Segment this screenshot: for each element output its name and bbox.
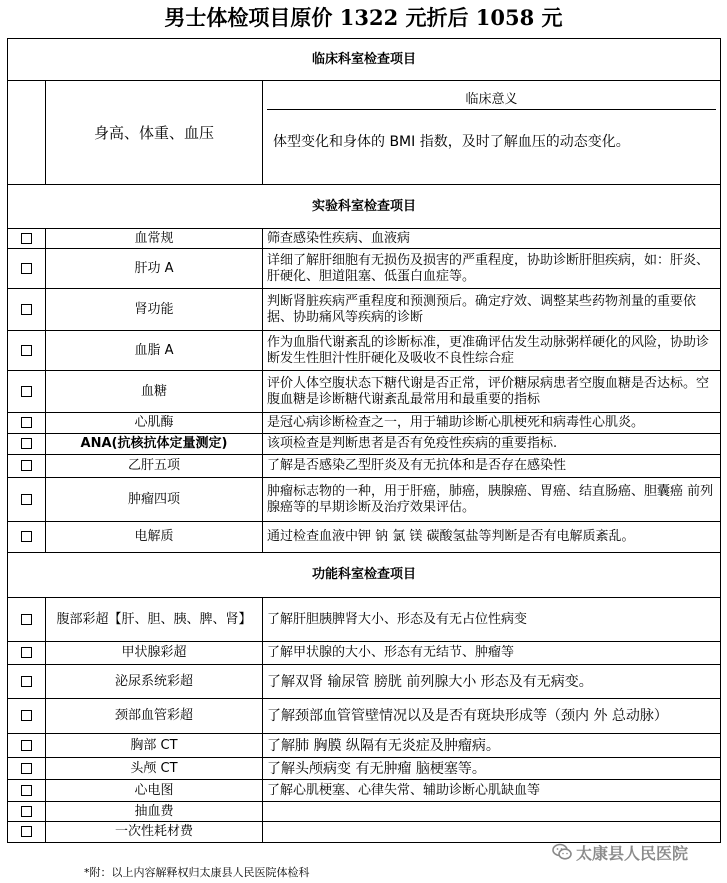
item-desc: 了解颈部血管管壁情况以及是否有斑块形成等（颈内 外 总动脉） xyxy=(263,699,721,734)
table-row xyxy=(8,734,721,758)
item-desc: 了解双肾 输尿管 膀胱 前列腺大小 形态及有无病变。 xyxy=(263,665,721,699)
checkbox-icon[interactable] xyxy=(21,740,32,751)
table-row xyxy=(8,780,721,802)
item-name: 胸部 CT xyxy=(46,734,263,758)
table-row xyxy=(8,331,721,371)
checkbox-icon[interactable] xyxy=(21,763,32,774)
item-desc: 评价人体空腹状态下糖代谢是否正常，评价糖尿病患者空腹血糖是否达标。空腹血糖是诊断糖代谢紊乱最常用和最重要的指标 xyxy=(263,371,721,413)
item-name: 头颅 CT xyxy=(46,758,263,780)
item-desc: 了解肺 胸膜 纵隔有无炎症及肿瘤病。 xyxy=(263,734,721,758)
table-row xyxy=(8,758,721,780)
checkbox-cell-empty xyxy=(8,81,46,185)
item-name: ANA(抗核抗体定量测定) xyxy=(46,434,263,455)
clinical-cell xyxy=(263,81,721,185)
item-name: 肿瘤四项 xyxy=(46,478,263,522)
item-name: 电解质 xyxy=(46,522,263,553)
wechat-icon xyxy=(552,843,572,861)
item-name: 泌尿系统彩超 xyxy=(46,665,263,699)
section-header-lab xyxy=(8,185,721,229)
item-name: 抽血费 xyxy=(46,802,263,822)
item-name: 血糖 xyxy=(46,371,263,413)
item-name: 心电图 xyxy=(46,780,263,802)
checkbox-icon[interactable] xyxy=(21,806,32,817)
table-row xyxy=(8,371,721,413)
table-row xyxy=(8,413,721,434)
checkbox-icon[interactable] xyxy=(21,647,32,658)
table-row xyxy=(8,229,721,249)
item-name: 血常规 xyxy=(46,229,263,249)
item-desc: 了解甲状腺的大小、形态有无结节、肿瘤等 xyxy=(263,642,721,665)
checkbox-icon[interactable] xyxy=(21,233,32,244)
table-row xyxy=(8,802,721,822)
checkbox-icon[interactable] xyxy=(21,676,32,687)
table-row xyxy=(8,289,721,331)
checkbox-icon[interactable] xyxy=(21,785,32,796)
clinical-row xyxy=(8,81,721,185)
item-name: 一次性耗材费 xyxy=(46,822,263,843)
item-desc: 该项检查是判断患者是否有免疫性疾病的重要指标. xyxy=(263,434,721,455)
checkbox-icon[interactable] xyxy=(21,345,32,356)
item-name: 肾功能 xyxy=(46,289,263,331)
item-desc: 详细了解肝细胞有无损伤及损害的严重程度，协助诊断肝胆疾病，如：肝炎、肝硬化、胆道阻塞、低蛋白血症等。 xyxy=(263,249,721,289)
page-title: 男士体检项目原价 1322 元折后 1058 元 xyxy=(164,5,563,30)
section-title-functional: 功能科室检查项目 xyxy=(8,553,721,598)
section-title-clinical: 临床科室检查项目 xyxy=(8,39,721,81)
item-desc: 通过检查血液中钾 钠 氯 镁 碳酸氢盐等判断是否有电解质紊乱。 xyxy=(263,522,721,553)
table-row xyxy=(8,455,721,478)
checkbox-icon[interactable] xyxy=(21,710,32,721)
item-desc: 了解心肌梗塞、心律失常、辅助诊断心肌缺血等 xyxy=(263,780,721,802)
item-desc: 判断肾脏疾病严重程度和预测预后。确定疗效、调整某些药物剂量的重要依据、协助痛风等疾病的诊断 xyxy=(263,289,721,331)
item-desc: 作为血脂代谢紊乱的诊断标准，更准确评估发生动脉粥样硬化的风险，协助诊断发生性胆汁性肝硬化及吸收不良性综合症 xyxy=(263,331,721,371)
checkbox-icon[interactable] xyxy=(21,826,32,837)
clinical-item-name: 身高、体重、血压 xyxy=(46,81,263,185)
watermark-text: 太康县人民医院 xyxy=(576,843,689,863)
table-row xyxy=(8,249,721,289)
item-desc: 了解头颅病变 有无肿瘤 脑梗塞等。 xyxy=(263,758,721,780)
item-name: 血脂 A xyxy=(46,331,263,371)
checkup-table xyxy=(7,38,721,843)
item-name: 心肌酶 xyxy=(46,413,263,434)
item-desc xyxy=(263,802,721,822)
table-row xyxy=(8,522,721,553)
clinical-item-desc: 体型变化和身体的 BMI 指数，及时了解血压的动态变化。 xyxy=(273,134,630,150)
checkbox-icon[interactable] xyxy=(21,614,32,625)
checkbox-icon[interactable] xyxy=(21,494,32,505)
watermark xyxy=(552,840,688,864)
clinical-meaning-header: 临床意义 xyxy=(267,91,716,110)
item-name: 腹部彩超【肝、胆、胰、脾、肾】 xyxy=(46,598,263,642)
item-desc: 了解肝胆胰脾肾大小、形态及有无占位性病变 xyxy=(263,598,721,642)
item-name: 肝功 A xyxy=(46,249,263,289)
table-row xyxy=(8,434,721,455)
item-desc: 肿瘤标志物的一种，用于肝癌，肺癌，胰腺癌、胃癌、结直肠癌、胆囊癌 前列腺癌等的早期诊断及治疗效果评估。 xyxy=(263,478,721,522)
table-row xyxy=(8,478,721,522)
item-desc: 是冠心病诊断检查之一，用于辅助诊断心肌梗死和病毒性心肌炎。 xyxy=(263,413,721,434)
checkbox-icon[interactable] xyxy=(21,417,32,428)
item-name: 乙肝五项 xyxy=(46,455,263,478)
item-name: 颈部血管彩超 xyxy=(46,699,263,734)
table-row xyxy=(8,642,721,665)
table-row xyxy=(8,665,721,699)
checkbox-icon[interactable] xyxy=(21,263,32,274)
section-title-lab: 实验科室检查项目 xyxy=(8,185,721,229)
section-header-functional xyxy=(8,553,721,598)
table-row xyxy=(8,699,721,734)
footnote: *附：以上内容解释权归太康县人民医院体检科 xyxy=(84,866,310,879)
checkbox-icon[interactable] xyxy=(21,460,32,471)
table-row xyxy=(8,598,721,642)
item-desc: 了解是否感染乙型肝炎及有无抗体和是否存在感染性 xyxy=(263,455,721,478)
item-name: 甲状腺彩超 xyxy=(46,642,263,665)
checkbox-icon[interactable] xyxy=(21,531,32,542)
checkbox-icon[interactable] xyxy=(21,304,32,315)
checkbox-icon[interactable] xyxy=(21,438,32,449)
item-desc: 筛查感染性疾病、血液病 xyxy=(263,229,721,249)
checkbox-icon[interactable] xyxy=(21,386,32,397)
section-header-clinical xyxy=(8,39,721,81)
